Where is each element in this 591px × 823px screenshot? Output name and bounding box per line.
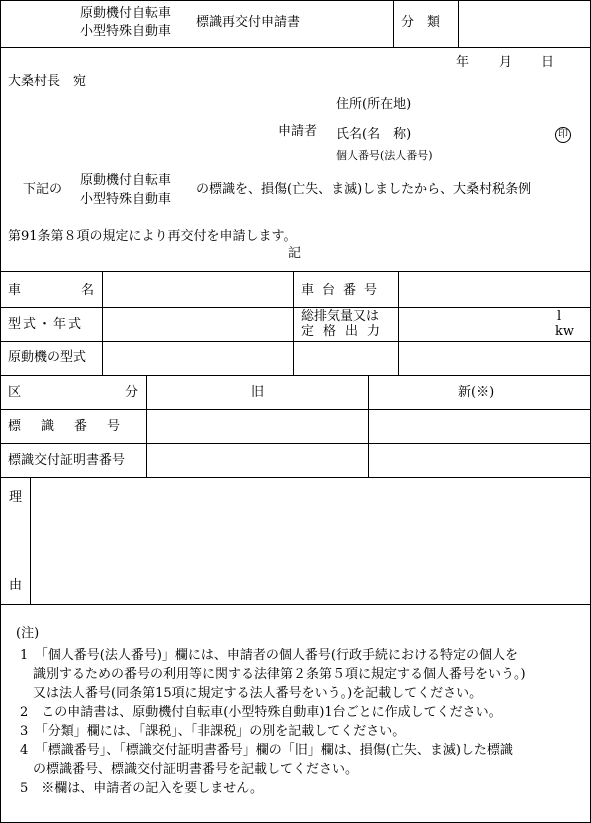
date-day: 日 [541, 55, 555, 70]
applicant-label: 申請者 [278, 124, 318, 139]
statement-prefix: 下記の [23, 182, 63, 197]
date-year: 年 [456, 55, 470, 70]
new-sign-number-field[interactable] [369, 410, 590, 443]
statement-body: の標識を、損傷(亡失、ま滅)しましたから、大桑村税条例 [196, 182, 532, 197]
table-line [0, 341, 591, 342]
addressee: 大桑村長 宛 [8, 74, 87, 89]
note-line: 4 「標識番号」、「標識交付証明書番号」欄の「旧」欄は、損傷(亡失、ま滅)した標識 [20, 743, 513, 758]
displacement-label-2: 定格出力 [301, 324, 390, 339]
certificate-number-label: 標識交付証明書番号 [8, 453, 126, 468]
statement-continuation: 第91条第８項の規定により再交付を申請します。 [8, 229, 297, 244]
model-year-field[interactable] [103, 308, 293, 341]
new-certificate-number-field[interactable] [369, 444, 590, 477]
seal-mark: 印 [555, 127, 571, 143]
old-certificate-number-field[interactable] [147, 444, 368, 477]
unit-kw: kw [555, 324, 575, 339]
engine-model-field[interactable] [103, 342, 293, 375]
label-char: 区 [8, 385, 22, 400]
reason-field[interactable] [31, 478, 590, 604]
old-label: 旧 [251, 385, 265, 400]
note-line: 3 「分類」欄には、「課税」、「非課税」の別を記載してください。 [20, 724, 406, 739]
category-label [8, 385, 138, 401]
old-sign-number-field[interactable] [147, 410, 368, 443]
personal-number-label: 個人番号(法人番号) [336, 149, 433, 162]
label-char: 分 [124, 385, 138, 400]
note-line: 識別するための番号の利用等に関する法律第２条第５項に規定する個人番号をいう。) [20, 667, 526, 682]
note-line: 又は法人番号(同条第15項に規定する法人番号をいう。)を記載してください。 [20, 686, 483, 701]
sign-number-label: 標識番号 [8, 419, 141, 434]
note-line: 1 「個人番号(法人番号)」欄には、申請者の個人番号(行政手続における特定の個人を [20, 648, 518, 663]
name-label: 氏名(名 称) [336, 127, 412, 142]
statement-vehicle-2: 小型特殊自動車 [80, 192, 172, 207]
table-line [0, 375, 591, 376]
classification-field[interactable] [459, 0, 590, 47]
chassis-number-label: 車台番号 [301, 283, 386, 298]
engine-model-label: 原動機の型式 [8, 350, 87, 365]
header-divider [393, 0, 394, 47]
address-label: 住所(所在地) [336, 97, 412, 112]
note-line: 2 この申請書は、原動機付自転車(小型特殊自動車)1台ごとに作成してください。 [20, 705, 502, 720]
unit-liter: l [557, 309, 562, 324]
car-name-field[interactable] [103, 272, 293, 307]
chassis-number-field[interactable] [399, 272, 590, 307]
notes-heading: (注) [16, 626, 40, 641]
new-label: 新(※) [458, 385, 495, 400]
table-line [0, 604, 591, 605]
label-char: 名 [80, 283, 94, 298]
date-month: 月 [499, 55, 513, 70]
header-bottom-line [0, 47, 591, 48]
reason-label-ri: 理 [9, 490, 23, 505]
classification-label: 分 類 [401, 15, 441, 30]
model-year-label: 型式・年式 [8, 317, 84, 332]
car-name-label [8, 283, 94, 299]
reason-label-yu: 由 [9, 578, 23, 593]
note-line: 5 ※欄は、申請者の記入を要しません。 [20, 781, 264, 796]
header-vehicle-type-2: 小型特殊自動車 [80, 24, 172, 39]
displacement-label-1: 総排気量又は [301, 309, 380, 324]
ki-mark: 記 [288, 246, 302, 261]
table-col-line [293, 271, 294, 375]
statement-vehicle-1: 原動機付自転車 [80, 173, 172, 188]
header-vehicle-type-1: 原動機付自転車 [80, 6, 172, 21]
form-title: 標識再交付申請書 [196, 15, 301, 30]
note-line: の標識番号、標識交付証明書番号を記載してください。 [20, 762, 359, 777]
label-char: 車 [8, 283, 22, 298]
